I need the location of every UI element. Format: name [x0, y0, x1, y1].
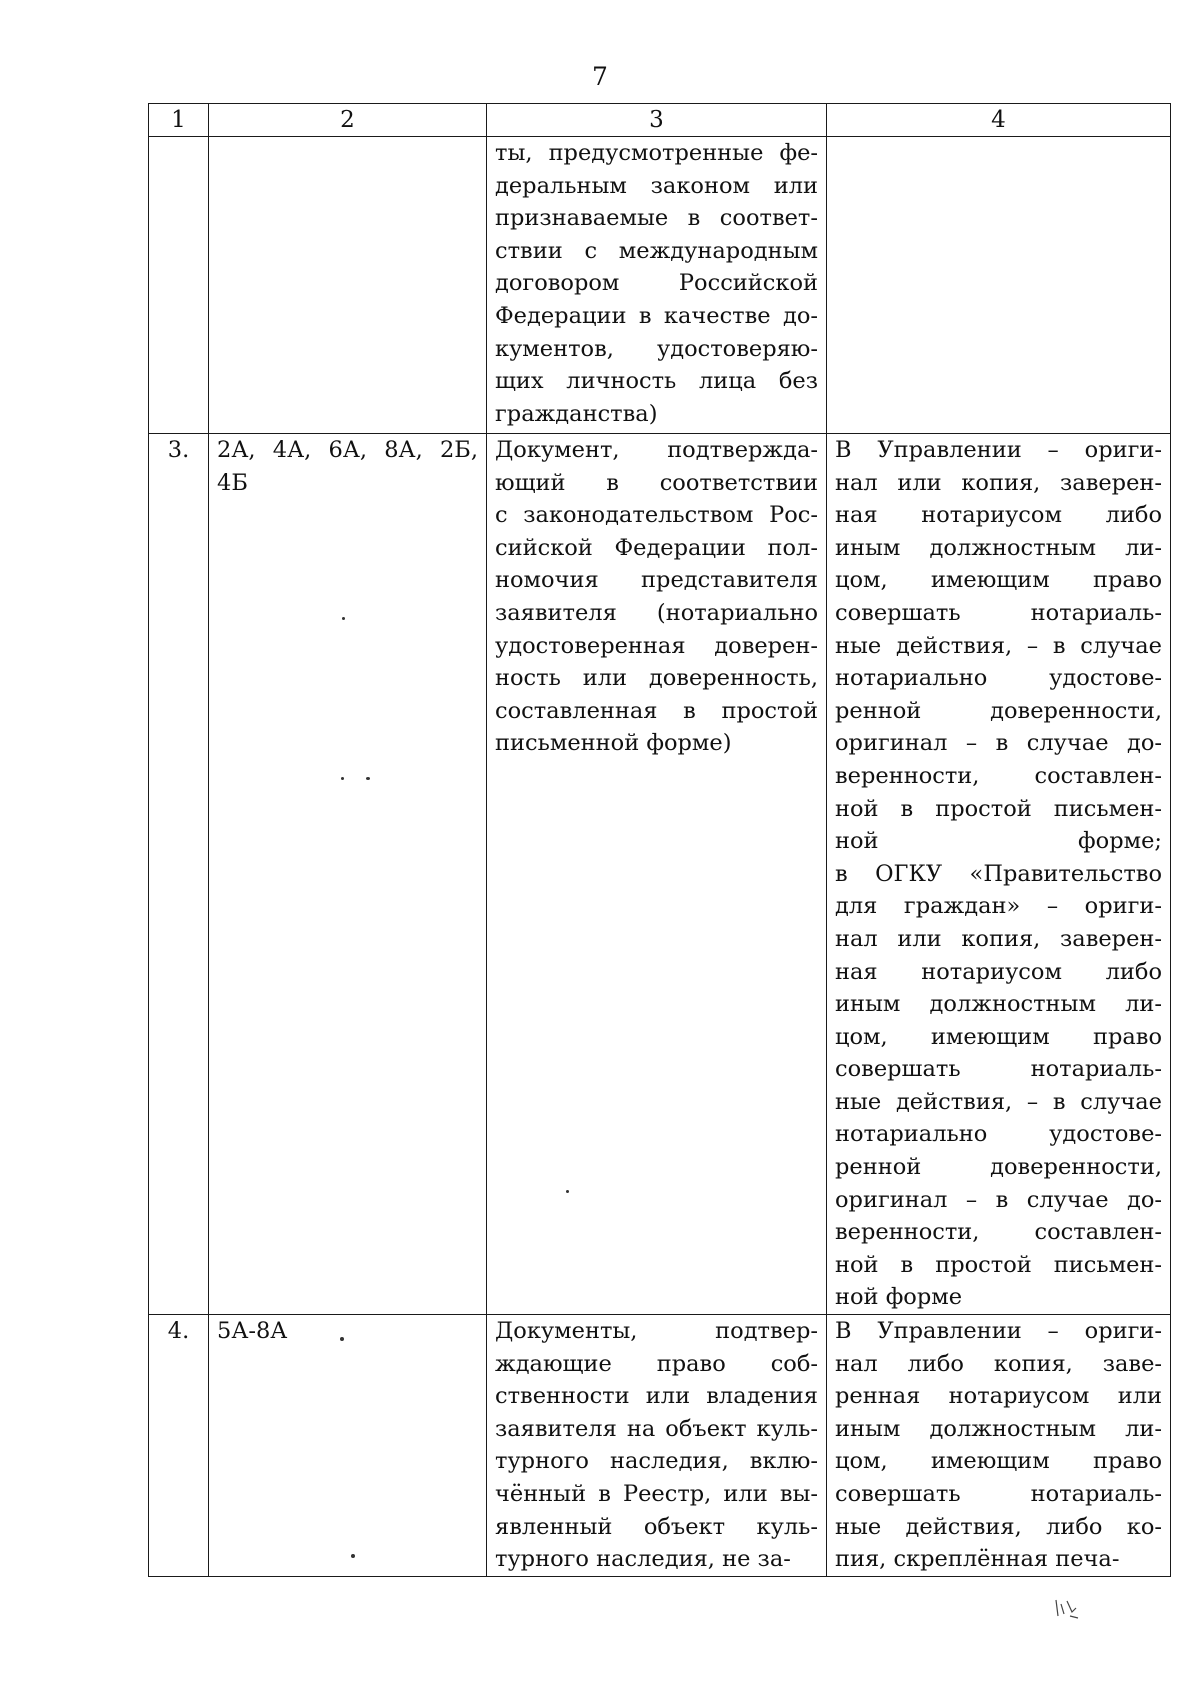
form-text-line: нотариально удостове- — [835, 1121, 1162, 1148]
document-text-line: договором Российской — [495, 270, 818, 297]
row-3-document — [487, 434, 827, 1315]
form-text-line: нал либо копия, заве- — [835, 1350, 1162, 1377]
scan-speck — [351, 1554, 355, 1558]
document-text-line: номочия представителя — [495, 567, 818, 594]
form-text-line: цом, имеющим право — [835, 1448, 1162, 1475]
form-text-line: совершать нотариаль- — [835, 1056, 1162, 1083]
header-cell-2: 2 — [209, 104, 487, 137]
scan-speck — [341, 777, 344, 780]
document-text-line: ствии с международным — [495, 237, 818, 264]
table-row-3 — [149, 434, 1171, 1315]
row-continued-num — [149, 137, 209, 434]
document-text-line: гражданства) — [495, 400, 658, 427]
document-table — [148, 103, 1171, 1577]
table-row-continued — [149, 137, 1171, 434]
form-text-line: иным должностным ли- — [835, 991, 1162, 1018]
header-cell-3: 3 — [487, 104, 827, 137]
form-text-line: совершать нотариаль- — [835, 599, 1162, 626]
document-text-line: Федерации в качестве до- — [495, 302, 818, 329]
document-text-line: ждающие право соб- — [495, 1350, 818, 1377]
form-text-line: иным должностным ли- — [835, 1415, 1162, 1442]
document-text-line: сийской Федерации пол- — [495, 534, 818, 561]
document-text-line: заявителя (нотариально — [495, 599, 818, 626]
scan-speck — [566, 1190, 569, 1193]
row-3-form — [827, 434, 1171, 1315]
document-text-line: Документы, подтвер- — [495, 1318, 818, 1345]
scan-speck — [366, 777, 370, 780]
document-text-line: кументов, удостоверяю- — [495, 335, 818, 362]
form-text-line: совершать нотариаль- — [835, 1481, 1162, 1507]
document-text-line: деральным законом или — [495, 172, 818, 199]
header-cell-4: 4 — [827, 104, 1171, 137]
form-text-line: ной форме — [835, 1284, 963, 1311]
row-continued-form — [827, 137, 1171, 434]
form-text-line: нал или копия, заверен- — [835, 469, 1162, 496]
document-text-line: чённый в Реестр, или вы- — [495, 1481, 818, 1507]
row-continued-document — [487, 137, 827, 434]
form-text-line: для граждан» – ориги- — [835, 893, 1162, 920]
codes-text-line: 4Б — [217, 469, 248, 496]
form-text-line: оригинал – в случае до- — [835, 1186, 1162, 1213]
row-4-document — [487, 1315, 827, 1577]
document-text-line: турного наследия, вклю- — [495, 1448, 818, 1475]
row-3-codes — [209, 434, 487, 1315]
codes-text-line: 5А-8А — [217, 1318, 288, 1345]
row-3-number: 3. — [149, 434, 209, 1315]
scan-mark-icon — [1052, 1596, 1082, 1622]
table-header-row — [149, 104, 1171, 137]
form-text-line: в ОГКУ «Правительство — [835, 860, 1162, 887]
document-text-line: удостоверенная доверен- — [495, 632, 818, 659]
form-text-line: иным должностным ли- — [835, 534, 1162, 561]
row-4-codes — [209, 1315, 487, 1577]
document-text-line: ность или доверенность, — [495, 665, 818, 692]
form-text-line: ные действия, – в случае — [835, 1088, 1162, 1115]
page-number: 7 — [592, 62, 608, 91]
document-text-line: с законодательством Рос- — [495, 502, 818, 529]
table-row-4 — [149, 1315, 1171, 1577]
form-text-line: оригинал – в случае до- — [835, 730, 1162, 757]
form-text-line: ной в простой письмен- — [835, 1251, 1162, 1278]
form-text-line: цом, имеющим право — [835, 1023, 1162, 1050]
document-text-line: ющий в соответствии — [495, 469, 818, 496]
scan-speck — [340, 1337, 344, 1341]
form-text-line: ренной доверенности, — [835, 1154, 1162, 1181]
form-text-line: ренной доверенности, — [835, 697, 1162, 724]
row-continued-codes — [209, 137, 487, 434]
form-text-line: веренности, составлен- — [835, 762, 1162, 789]
form-text-line: пия, скреплённая печа- — [835, 1546, 1120, 1573]
document-text-line: ственности или владения — [495, 1383, 818, 1410]
form-text-line: ренная нотариусом или — [835, 1383, 1162, 1410]
form-text-line: ной форме; — [835, 828, 1162, 855]
document-text-line: турного наследия, не за- — [495, 1546, 791, 1573]
form-text-line: цом, имеющим право — [835, 567, 1162, 594]
document-text-line: ты, предусмотренные фе- — [495, 140, 818, 166]
form-text-line: ная нотариусом либо — [835, 502, 1162, 529]
form-text-line: ная нотариусом либо — [835, 958, 1162, 985]
row-4-form — [827, 1315, 1171, 1577]
form-text-line: В Управлении – ориги- — [835, 1318, 1162, 1345]
header-cell-1: 1 — [149, 104, 209, 137]
document-text-line: Документ, подтвержда- — [495, 437, 818, 463]
codes-text-line: 2А, 4А, 6А, 8А, 2Б, — [217, 437, 478, 463]
form-text-line: веренности, составлен- — [835, 1219, 1162, 1246]
form-text-line: нал или копия, заверен- — [835, 925, 1162, 952]
form-text-line: ные действия, либо ко- — [835, 1513, 1162, 1540]
form-text-line: ные действия, – в случае — [835, 632, 1162, 659]
form-text-line: ной в простой письмен- — [835, 795, 1162, 822]
document-text-line: явленный объект куль- — [495, 1513, 818, 1540]
document-text-line: щих личность лица без — [495, 368, 818, 395]
document-text-line: признаваемые в соответ- — [495, 205, 818, 232]
scan-speck — [342, 617, 345, 620]
form-text-line: В Управлении – ориги- — [835, 437, 1162, 463]
form-text-line: нотариально удостове- — [835, 665, 1162, 692]
document-text-line: составленная в простой — [495, 697, 818, 724]
document-text-line: письменной форме) — [495, 730, 732, 757]
row-4-number: 4. — [149, 1315, 209, 1577]
document-text-line: заявителя на объект куль- — [495, 1415, 818, 1442]
